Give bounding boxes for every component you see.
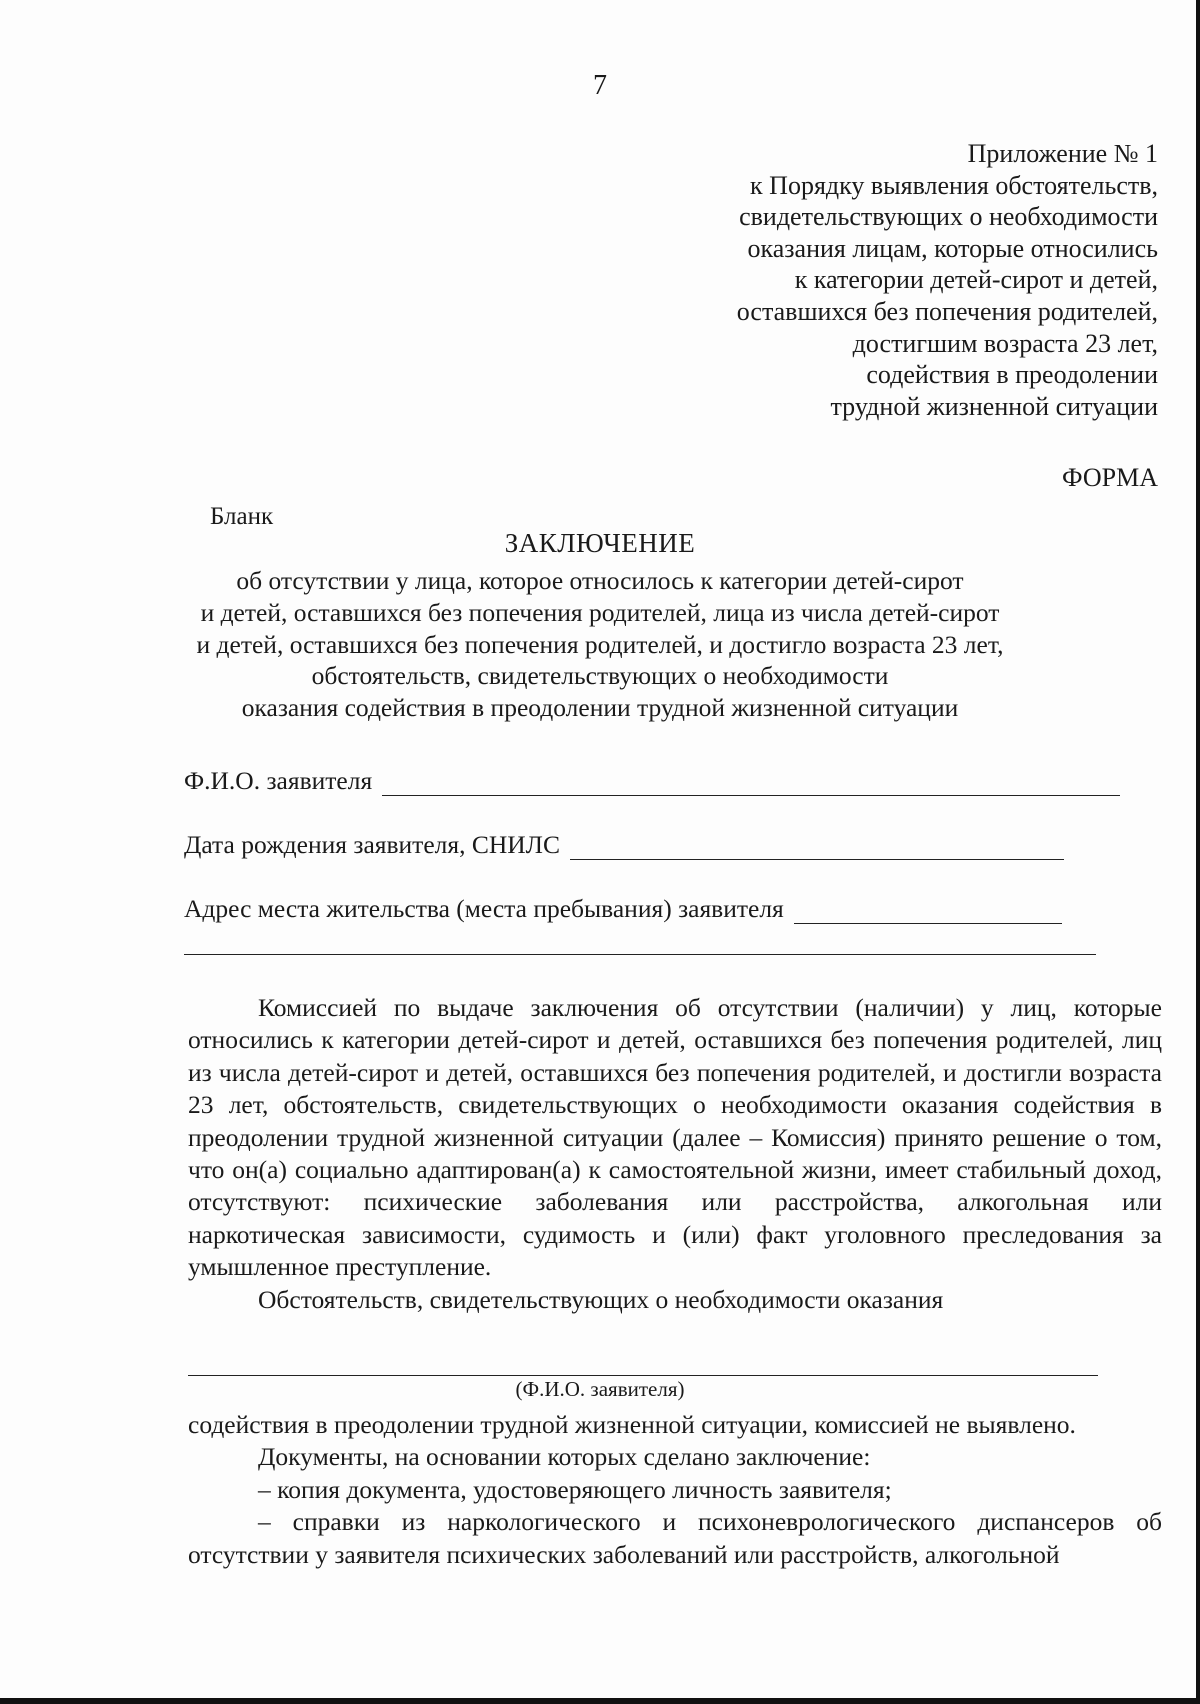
appendix-line: свидетельствующих о необходимости: [739, 202, 1158, 232]
scan-border-bottom: [0, 1698, 1200, 1704]
address-input-line[interactable]: [794, 901, 1062, 924]
document-item: – копия документа, удостоверяющего личность заявителя;: [258, 1474, 892, 1504]
appendix-line: Приложение № 1: [967, 139, 1158, 168]
fio-input-line[interactable]: [382, 773, 1120, 796]
appendix-header: [598, 138, 1158, 422]
fio-field: [184, 766, 1120, 796]
document-item: – справки из наркологического и психоневрологического диспансеров об отсутствии у заявителя психических заболеваний или расстройств, алкогольной: [188, 1507, 1162, 1569]
birth-snils-input-line[interactable]: [570, 837, 1064, 860]
decision-paragraph: Комиссией по выдаче заключения об отсутствии (наличии) у лиц, которые относились к категории детей-сирот и детей, оставшихся без попечения родителей, лиц из числа детей-сирот и детей, оставшихся без попечения родителей, и достигли возраста 23 лет, обстоятельств, свидетельствующих о необходимости оказания содействия в преодолении трудной жизненной ситуации (далее – Комиссия) принято решение о том, что он(а) социально адаптирован(а) к самостоятельной жизни, имеет стабильный доход, отсутствуют: психические заболевания или расстройства, алкогольная или наркотическая зависимости, судимость и (или) факт уголовного преследования за умышленное преступление.: [188, 993, 1162, 1282]
subtitle-line: и детей, оставшихся без попечения родителей, лица из числа детей-сирот: [200, 597, 1000, 627]
fio-label: Ф.И.О. заявителя: [184, 766, 373, 795]
appendix-line: оказания лицам, которые относились: [747, 233, 1158, 263]
address-label: Адрес места жительства (места пребывания) заявителя: [184, 894, 784, 923]
appendix-line: к категории детей-сирот и детей,: [794, 265, 1158, 295]
subtitle-line: оказания содействия в преодолении трудной жизненной ситуации: [241, 693, 959, 723]
birth-snils-label: Дата рождения заявителя, СНИЛС: [184, 830, 560, 859]
page-number: 7: [593, 70, 607, 101]
circumstances-paragraph: Обстоятельств, свидетельствующих о необходимости оказания: [258, 1284, 944, 1314]
document-title: ЗАКЛЮЧЕНИЕ: [504, 528, 696, 558]
address-field: [184, 894, 1062, 924]
appendix-line: содействия в преодолении: [866, 360, 1158, 390]
documents-heading: Документы, на основании которых сделано заключение:: [258, 1442, 871, 1472]
appendix-line: оставшихся без попечения родителей,: [736, 296, 1158, 326]
blank-label: Бланк: [210, 503, 274, 530]
form-label: ФОРМА: [1062, 463, 1158, 492]
subtitle-line: и детей, оставшихся без попечения родителей, и достигло возраста 23 лет,: [196, 629, 1004, 659]
decision-section: [188, 992, 1162, 1316]
conclusion-section: [188, 1409, 1162, 1571]
applicant-name-line[interactable]: [188, 1375, 1098, 1376]
subtitle-line: об отсутствии у лица, которое относилось к категории детей-сирот: [236, 566, 964, 595]
subtitle-line: обстоятельств, свидетельствующих о необходимости: [311, 661, 889, 691]
applicant-name-caption: (Ф.И.О. заявителя): [515, 1377, 685, 1401]
scan-border-right: [1196, 0, 1200, 1704]
appendix-line: трудной жизненной ситуации: [830, 391, 1158, 421]
not-identified-paragraph: содействия в преодолении трудной жизненной ситуации, комиссией не выявлено.: [188, 1410, 1076, 1439]
document-subtitle: [0, 565, 1200, 724]
appendix-line: к Порядку выявления обстоятельств,: [750, 170, 1158, 200]
appendix-line: достигшим возраста 23 лет,: [852, 328, 1158, 358]
birth-snils-field: [184, 830, 1064, 860]
address-continuation-line[interactable]: [184, 954, 1096, 955]
